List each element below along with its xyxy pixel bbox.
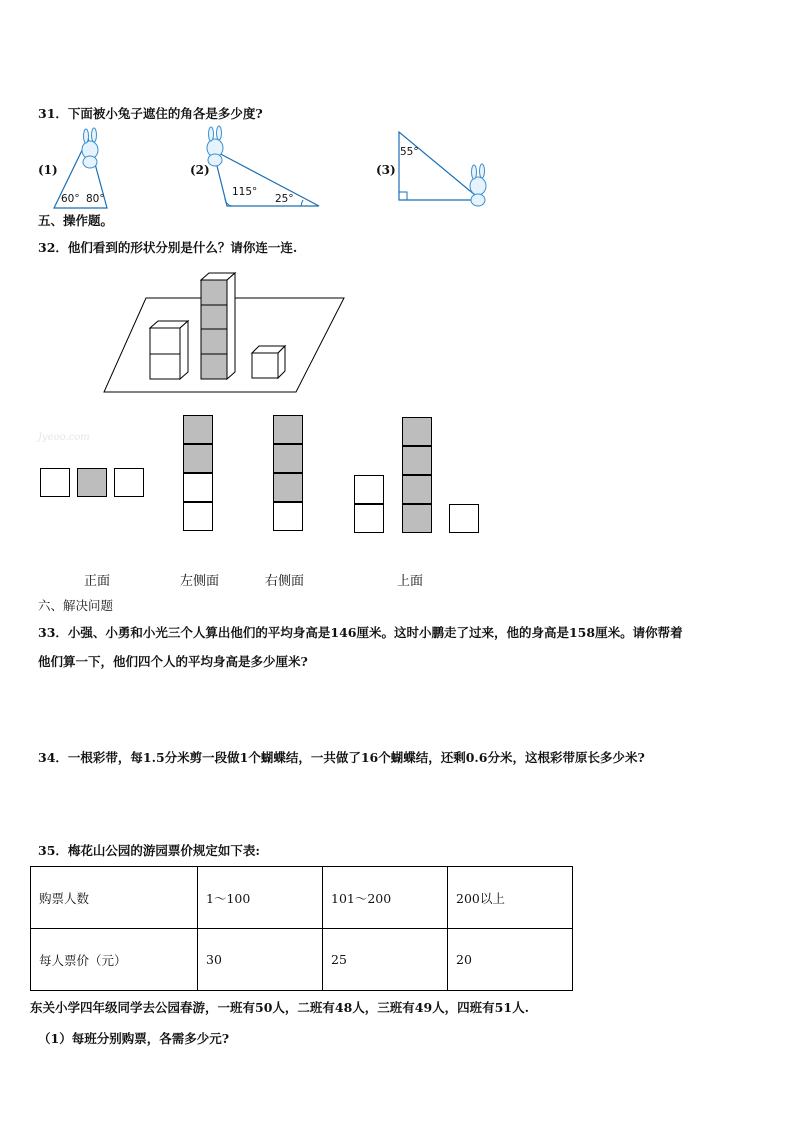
view-d-cell xyxy=(354,475,384,504)
table-row xyxy=(31,867,573,929)
q35-description: 东关小学四年级同学去公园春游，一班有50人，二班有48人，三班有49人，四班有51人. xyxy=(30,1000,529,1015)
q31-item2-label: (2) xyxy=(190,163,210,177)
view-d-cell xyxy=(402,446,432,475)
rabbit-icon xyxy=(207,126,223,166)
rabbit-icon xyxy=(470,164,486,206)
q31-item1-angle-b: 80° xyxy=(86,193,105,205)
table-cell: 1～100 xyxy=(198,867,323,929)
view-b-cell xyxy=(183,502,213,531)
q35-text: 35．梅花山公园的游园票价规定如下表: xyxy=(38,843,261,858)
q32-text: 32．他们看到的形状分别是什么？请你连一连. xyxy=(38,240,298,255)
view-b-cell xyxy=(183,473,213,502)
view-d-cell xyxy=(402,475,432,504)
watermark: Jyeoo.com xyxy=(38,432,90,443)
table-cell: 25 xyxy=(323,929,448,991)
section6-heading: 六、解决问题 xyxy=(38,598,114,613)
triangle-3-figure xyxy=(395,128,495,210)
table-cell: 200以上 xyxy=(448,867,573,929)
table-cell: 20 xyxy=(448,929,573,991)
q31-item1-label: (1) xyxy=(38,163,58,177)
table-cell: 30 xyxy=(198,929,323,991)
q31-item1-angle-a: 60° xyxy=(61,193,80,205)
view-label-top: 上面 xyxy=(397,574,424,589)
q31-item2-angle-a: 115° xyxy=(232,186,258,198)
table-cell: 每人票价（元） xyxy=(31,929,198,991)
cube-arrangement-figure xyxy=(100,268,350,396)
q33-line2: 他们算一下，他们四个人的平均身高是多少厘米? xyxy=(38,654,308,669)
q34-text: 34．一根彩带，每1.5分米剪一段做1个蝴蝶结，一共做了16个蝴蝶结，还剩0.6分米，这根彩带原长多少米? xyxy=(38,750,645,765)
q31-item3-angle-a: 55° xyxy=(400,146,419,158)
section5-heading: 五、操作题。 xyxy=(38,213,114,228)
view-b-cell xyxy=(183,415,213,444)
view-a-cell xyxy=(77,468,107,497)
view-c-cell xyxy=(273,473,303,502)
rabbit-icon xyxy=(82,128,98,168)
ticket-price-table xyxy=(30,866,573,991)
view-c-cell xyxy=(273,444,303,473)
view-label-front: 正面 xyxy=(84,574,111,589)
view-d-cell xyxy=(402,417,432,446)
table-cell: 101～200 xyxy=(323,867,448,929)
view-c-cell xyxy=(273,502,303,531)
q31-text: 31．下面被小兔子遮住的角各是多少度? xyxy=(38,106,263,121)
view-b-cell xyxy=(183,444,213,473)
view-label-left: 左侧面 xyxy=(180,574,220,589)
view-d-cell xyxy=(402,504,432,533)
q35-sub1: （1）每班分别购票，各需多少元? xyxy=(38,1031,230,1046)
view-a-cell xyxy=(40,468,70,497)
view-a-cell xyxy=(114,468,144,497)
table-row xyxy=(31,929,573,991)
triangle-2-figure xyxy=(205,130,325,210)
q31-item2-angle-b: 25° xyxy=(275,193,294,205)
view-d-cell xyxy=(449,504,479,533)
q31-item3-label: (3) xyxy=(376,163,396,177)
view-d-cell xyxy=(354,504,384,533)
view-c-cell xyxy=(273,415,303,444)
q33-line1: 33．小强、小勇和小光三个人算出他们的平均身高是146厘米。这时小鹏走了过来，他的身高是158厘米。请你帮着 xyxy=(38,625,683,640)
table-cell: 购票人数 xyxy=(31,867,198,929)
view-label-right: 右侧面 xyxy=(265,574,305,589)
